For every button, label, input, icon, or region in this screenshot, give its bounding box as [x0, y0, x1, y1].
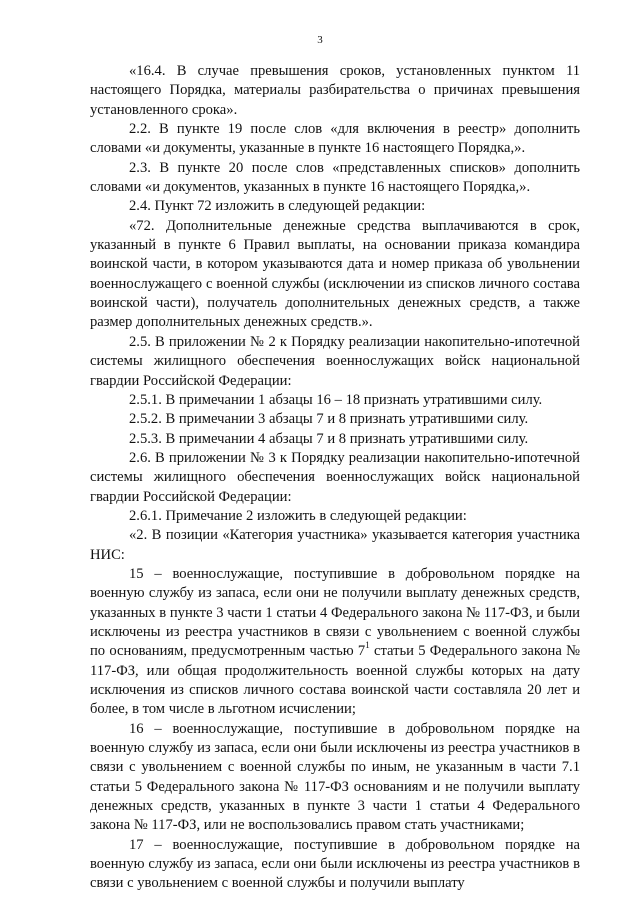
- paragraph-16-4: «16.4. В случае превышения сроков, установленных пунктом 11 настоящего Порядка, материалы разбирательства о причинах превышения установленного срока».: [90, 63, 580, 118]
- superscript-1: 1: [365, 640, 370, 651]
- page-number: 3: [317, 34, 323, 46]
- paragraph-2-6: 2.6. В приложении № 3 к Порядку реализации накопительно-ипотечной системы жилищного обеспечения военнослужащих войск национальной гвардии Российской Федерации:: [90, 449, 580, 505]
- category-15-text-end: статьи 5 Федерального закона № 117-ФЗ, или общая продолжительность военной службы которых на дату исключения из списков личного состава воинской части составляла 20 лет и более, в том числе в льготном исчислении;: [90, 643, 580, 718]
- paragraph-2-5-3: 2.5.3. В примечании 4 абзацы 7 и 8 признать утратившими силу.: [129, 430, 529, 447]
- paragraph-2-6-1: 2.6.1. Примечание 2 изложить в следующей редакции:: [129, 507, 467, 524]
- category-15-text-start: 15 – военнослужащие, поступившие в добровольном порядке на военную службу из запаса, если они не получили выплату денежных средств, указанных в пункте 3 части 1 статьи 4 Федерального закона № 117-ФЗ, и были исключены из реестра участников в связи с увольнением с военной службы по основаниям, предусмотренным частью 7: [90, 565, 580, 660]
- paragraph-category-17: 17 – военнослужащие, поступившие в добровольном порядке на военную службу из запаса, если они были исключены из реестра участников в связи с увольнением с военной службы и получили выплату: [90, 836, 580, 892]
- paragraph-category-15: [90, 565, 580, 720]
- document-body: [90, 62, 580, 894]
- paragraph-category-16: 16 – военнослужащие, поступившие в добровольном порядке на военную службу из запаса, если они были исключены из реестра участников в связи с увольнением с военной службы по иным, не указанным в части 7.1 статьи 5 Федерального закона № 117-ФЗ основаниям и не получили выплату денежных средств, указанных в пункте 3 части 1 статьи 4 Федерального закона № 117-ФЗ, или не воспользовались правом стать участниками;: [90, 720, 580, 834]
- paragraph-2-4: 2.4. Пункт 72 изложить в следующей редакции:: [129, 198, 426, 215]
- paragraph-2-5: 2.5. В приложении № 2 к Порядку реализации накопительно-ипотечной системы жилищного обеспечения военнослужащих войск национальной гвардии Российской Федерации:: [90, 333, 580, 389]
- paragraph-note-2: «2. В позиции «Категория участника» указывается категория участника НИС:: [90, 527, 580, 563]
- paragraph-2-3: 2.3. В пункте 20 после слов «представленных списков» дополнить словами «и документов, указанных в пункте 16 настоящего Порядка,».: [90, 159, 580, 196]
- paragraph-72: «72. Дополнительные денежные средства выплачиваются в срок, указанный в пункте 6 Правил выплаты, на основании приказа командира воинской части, в котором указываются дата и номер приказа об увольнении военнослужащего с военной службы (исключении из списков личного состава воинской части), получатель дополнительных денежных средств, а также размер дополнительных денежных средств.».: [90, 217, 580, 331]
- paragraph-2-5-2: 2.5.2. В примечании 3 абзацы 7 и 8 признать утратившими силу.: [129, 411, 529, 428]
- paragraph-2-2: 2.2. В пункте 19 после слов «для включения в реестр» дополнить словами «и документы, указанные в пункте 16 настоящего Порядка,».: [90, 121, 580, 157]
- paragraph-2-5-1: 2.5.1. В примечании 1 абзацы 16 – 18 признать утратившими силу.: [129, 391, 543, 408]
